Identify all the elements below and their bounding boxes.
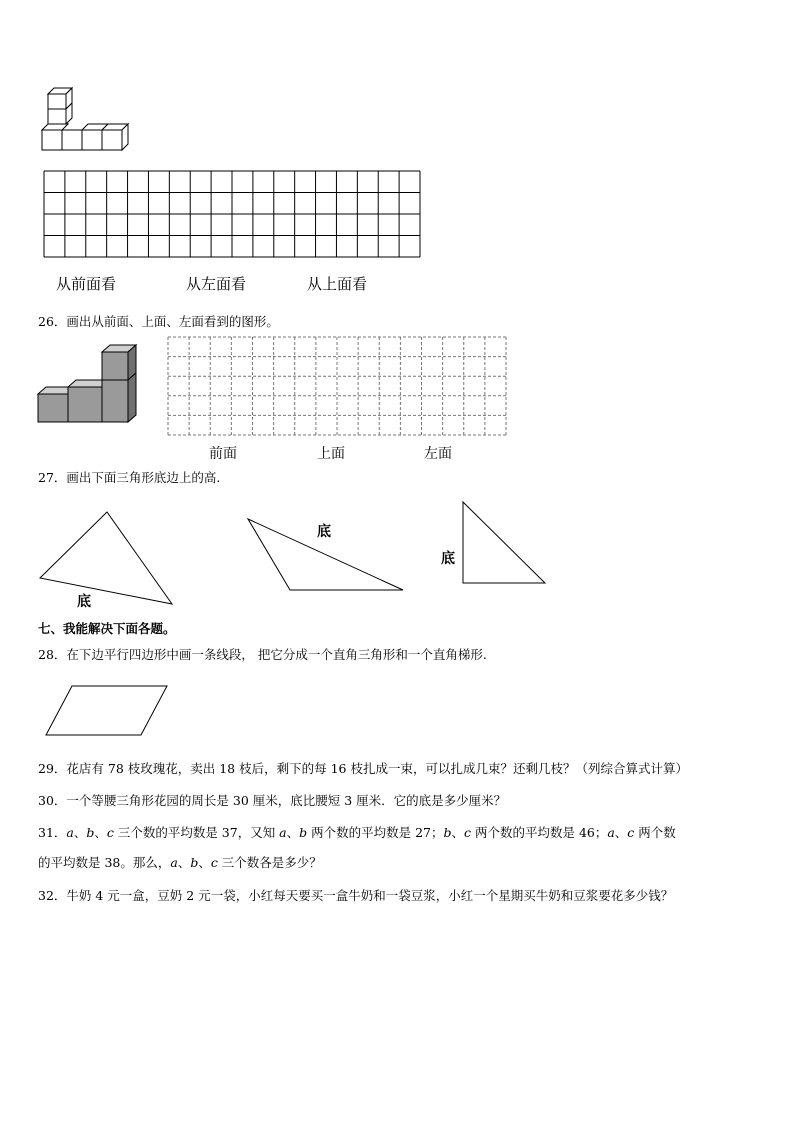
q26-label-front: 前面	[209, 446, 237, 462]
triangle-1-base-label: 底	[77, 594, 91, 610]
question-27: 27．画出下面三角形底边上的高.	[38, 470, 221, 485]
question-26: 26．画出从前面、上面、左面看到的图形。	[38, 314, 279, 329]
section-7-title: 七、我能解决下面各题。	[38, 621, 176, 636]
triangle-3-base-label: 底	[441, 551, 455, 567]
triangle-2-base-label: 底	[317, 524, 331, 540]
view-label-top: 从上面看	[307, 275, 368, 293]
question-32: 32．牛奶 4 元一盒，豆奶 2 元一袋，小红每天要买一盒牛奶和一袋豆浆，小红一个星期买牛奶和豆浆要花多少钱？	[38, 888, 674, 903]
question-28: 28．在下边平行四边形中画一条线段， 把它分成一个直角三角形和一个直角梯形.	[38, 647, 487, 662]
question-29: 29．花店有 78 枝玫瑰花，卖出 18 枝后，剩下的每 16 枝扎成一束，可以扎成几束？还剩几枝？（列综合算式计算）	[38, 761, 688, 776]
question-31-line-1: 31．𝑎、𝑏、𝑐 三个数的平均数是 37，又知 𝑎、𝑏 两个数的平均数是 27；𝑏、𝑐 两个数的平均数是 46；𝑎、𝑐 两个数	[38, 825, 676, 840]
q26-label-left: 左面	[424, 446, 452, 462]
view-label-left: 从左面看	[186, 275, 247, 293]
question-30: 30．一个等腰三角形花园的周长是 30 厘米，底比腰短 3 厘米．它的底是多少厘米？	[38, 793, 507, 808]
view-label-front: 从前面看	[56, 275, 117, 293]
q26-label-top: 上面	[317, 446, 345, 462]
question-31-line-2: 的平均数是 38。那么，𝑎、𝑏、𝑐 三个数各是多少？	[38, 855, 322, 870]
